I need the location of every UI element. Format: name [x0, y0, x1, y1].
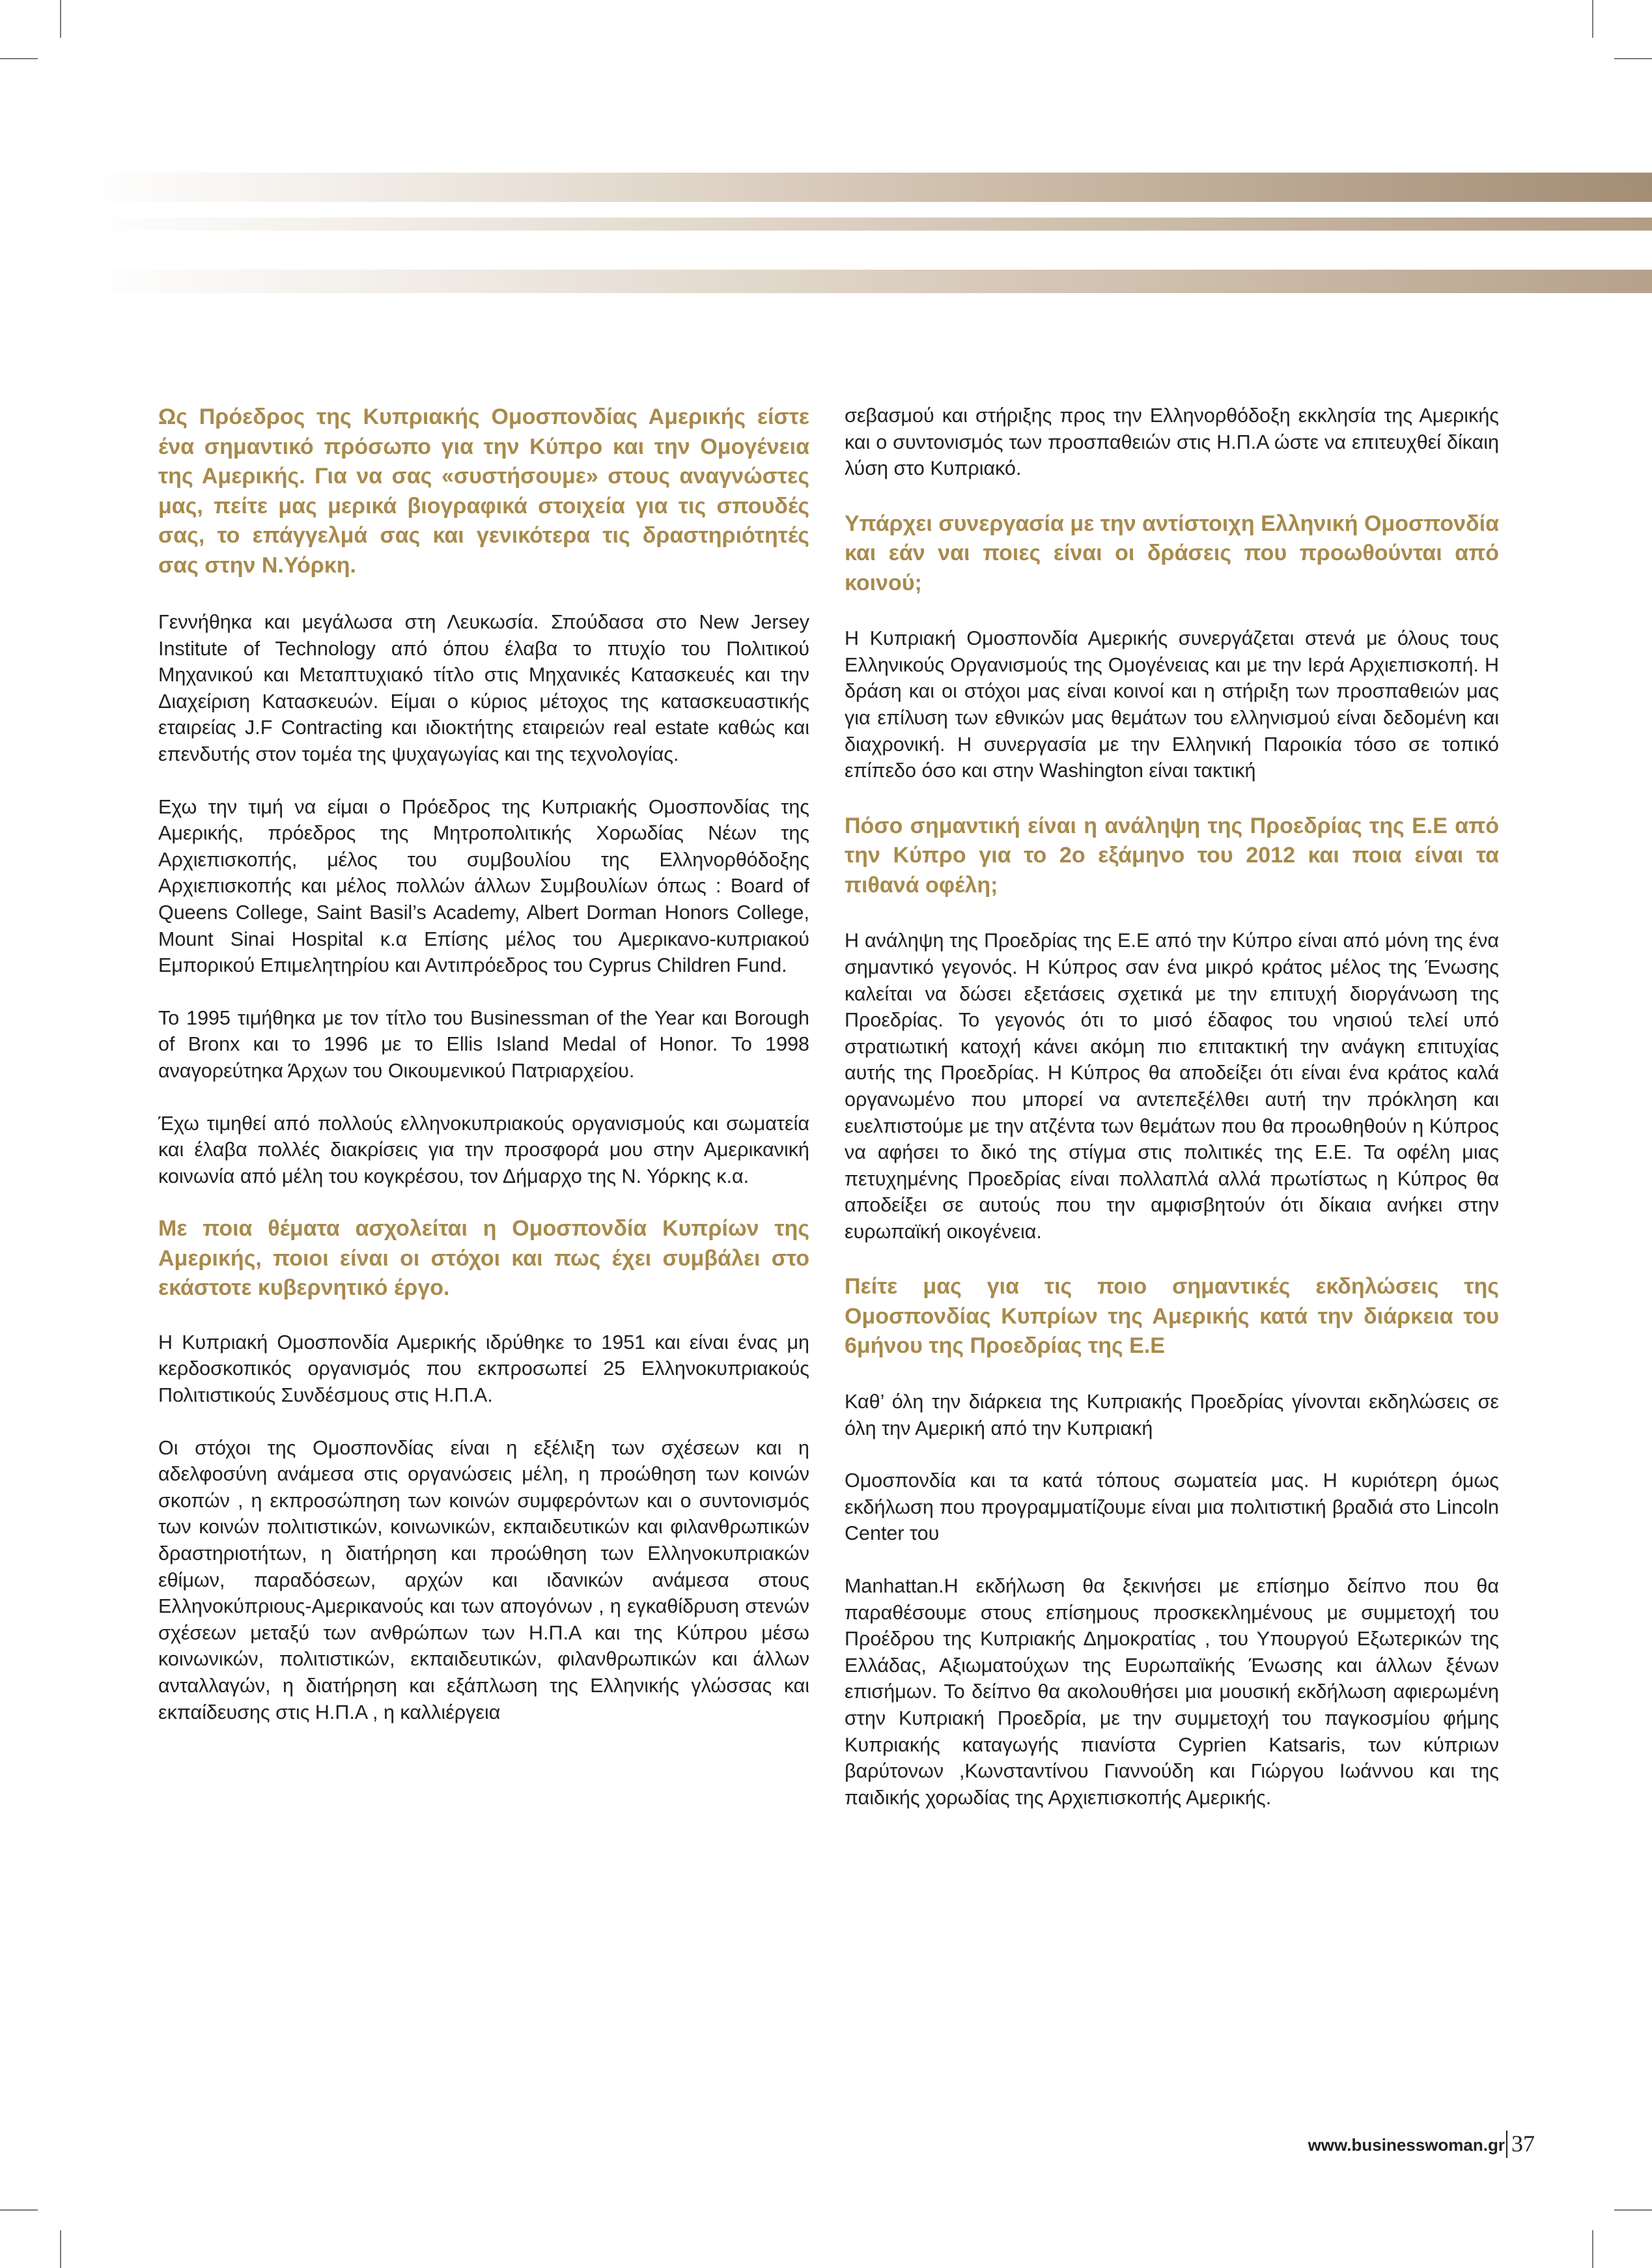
- page-number: 37: [1511, 2131, 1535, 2157]
- answer-paragraph: σεβασμού και στήριξης προς την Ελληνορθόδοξη εκκλησία της Αμερικής και ο συντονισμός των προσπαθειών στις Η.Π.Α ώστε να επιτευχθεί δίκαιη λύση στο Κυπριακό.: [845, 404, 1499, 480]
- crop-mark: [1592, 2230, 1593, 2268]
- answer-paragraph: Η Κυπριακή Ομοσπονδία Αμερικής ιδρύθηκε το 1951 και είναι ένας μη κερδοσκοπικός οργανισμός που εκπροσωπεί 25 Ελληνοκυπριακούς Πολιτιστικούς Συνδέσμους στις Η.Π.Α.: [158, 1331, 809, 1406]
- header-band: [85, 173, 1652, 202]
- crop-mark: [0, 58, 38, 59]
- answer-paragraph: Γεννήθηκα και μεγάλωσα στη Λευκωσία. Σπούδασα στο New Jersey Institute of Technology από όπου έλαβα το πτυχίο του Πολιτικού Μηχανικού και Μεταπτυχιακό τίτλο στις Μηχανικές Κατασκευές και την Διαχείριση Κατασκευών. Είμαι ο κύριος μέτοχος της κατασκευαστικής εταιρείας J.F Contracting και ιδιοκτήτης εταιρειών real estate καθώς και επενδυτής στον τομέα της ψυχαγωγίας και της τεχνολογίας.: [158, 611, 809, 765]
- answer-paragraph: Εχω την τιμή να είμαι ο Πρόεδρος της Κυπριακής Ομοσπονδίας της Αμερικής, πρόεδρος της Μητροπολιτικής Χορωδίας Νέων της Αρχιεπισκοπής, μέλος του συμβουλίου της Ελληνορθόδοξης Αρχιεπισκοπής και μέλος πολλών άλλων Συμβουλίων όπως : Board of Queens College, Saint Basil’s Academy, Albert Dorman Honors College, Mount Sinai Hospital κ.α Επίσης μέλος του Αμερικανο-κυπριακού Εμπορικού Επιμελητηρίου και Αντιπρόεδρος του Cyprus Children Fund.: [158, 795, 809, 977]
- left-column: [158, 403, 809, 1725]
- crop-mark: [1614, 58, 1652, 59]
- answer-paragraph: Η ανάληψη της Προεδρίας της Ε.Ε από την Κύπρο είναι από μόνη της ένα σημαντικό γεγονός. Η Κύπρος σαν ένα μικρό κράτος μέλος της Ένωσης καλείται να δώσει εξετάσεις σχετικά με την επιτυχή διοργάνωση της Προεδρίας. Το γεγονός ότι το μισό έδαφος του νησιού τελεί υπό στρατιωτική κατοχή κάνει ακόμη πιο επιτακτική την ανάγκη επιτυχίας αυτής της Προεδρίας. Η Κύπρος θα αποδείξει ότι είναι ένα κράτος καλά οργανωμένο που μπορεί να αντεπεξέλθει αυτή την πρόκληση και ευελπιστούμε με την ατζέντα των θεμάτων που θα προωθηθούν η Κύπρος να αφήσει το δικό της στίγμα στις πολιτικές της Ε.Ε. Τα οφέλη μιας πετυχημένης Προεδρίας είναι πολλαπλά αλλά πρωτίστως η Κύπρος θα αποδείξει σε αυτούς που την αμφισβητούν ότι δίκαια ανήκει στην ευρωπαϊκή οικογένεια.: [845, 929, 1499, 1243]
- right-column: [845, 403, 1499, 1811]
- header-band: [85, 218, 1652, 231]
- answer-paragraph: Το 1995 τιμήθηκα με τον τίτλο του Businessman of the Year και Borough of Bronx και το 1996 με το Ellis Island Medal of Honor. Το 1998 αναγορεύτηκα Άρχων του Οικουμενικού Πατριαρχείου.: [158, 1006, 809, 1082]
- header-band: [85, 270, 1652, 293]
- footer-divider: [1506, 2131, 1507, 2158]
- answer-paragraph: Οι στόχοι της Ομοσπονδίας είναι η εξέλιξη των σχέσεων και η αδελφοσύνη ανάμεσα στις οργανώσεις μέλη, η προώθηση των κοινών σκοπών , η εκπροσώπηση των κοινών συμφερόντων και ο συντονισμός των κοινών πολιτιστικών, κοινωνικών, εκπαιδευτικών και φιλανθρωπικών δραστηριοτήτων, η διατήρηση και προώθηση των Ελληνοκυπριακών εθίμων, παραδόσεων, αρχών και ιδανικών ανάμεσα στους Ελληνοκύπριους-Αμερικανούς και των απογόνων , η εγκαθίδρυση στενών σχέσεων μεταξύ των ανθρώπων των Η.Π.Α και της Κύπρου μέσω κοινωνικών, πολιτιστικών, εκπαιδευτικών, φιλανθρωπικών και άλλων ανταλλαγών, η διατήρηση και εξάπλωση της Ελληνικής γλώσσας και εκπαίδευσης στις Η.Π.Α , η καλλιέργεια: [158, 1436, 809, 1723]
- crop-mark: [1592, 0, 1593, 38]
- answer-paragraph: Manhattan.Η εκδήλωση θα ξεκινήσει με επίσημο δείπνο που θα παραθέσουμε στους επίσημους προσκεκλημένους με συμμετοχή του Προέδρου της Κυπριακής Δημοκρατίας , του Υπουργού Εξωτερικών της Ελλάδας, Αξιωματούχων της Ευρωπαϊκής Ένωσης και άλλων ξένων επισήμων. Το δείπνο θα ακολουθήσει μια μουσική εκδήλωση αφιερωμένη στην Κυπριακή Προεδρία, με την συμμετοχή του παγκοσμίου φήμης Κυπριακής καταγωγής πιανίστα Cyprien Katsaris, των κύπριων βαρύτονων ,Κωνσταντίνου Γιαννούδη και Γιώργου Ιωάννου και της παιδικής χορωδίας της Αρχιεπισκοπής Αμερικής.: [845, 1574, 1499, 1809]
- interview-question: Πείτε μας για τις ποιο σημαντικές εκδηλώσεις της Ομοσπονδίας Κυπρίων της Αμερικής κατά την διάρκεια του 6μήνου της Προεδρίας της Ε.Ε: [845, 1274, 1499, 1359]
- interview-question: Υπάρχει συνεργασία με την αντίστοιχη Ελληνική Ομοσπονδία και εάν ναι ποιες είναι οι δράσεις που προωθούνται από κοινού;: [845, 511, 1499, 595]
- interview-question: Με ποια θέματα ασχολείται η Ομοσπονδία Κυπρίων της Αμερικής, ποιοι είναι οι στόχοι και πως έχει συμβάλει στο εκάστοτε κυβερνητικό έργο.: [158, 1216, 809, 1301]
- crop-mark: [60, 0, 61, 38]
- answer-paragraph: Ομοσπονδία και τα κατά τόπους σωματεία μας. Η κυριότερη όμως εκδήλωση που προγραμματίζουμε είναι μια πολιτιστική βραδιά στο Lincoln Center του: [845, 1469, 1499, 1545]
- answer-paragraph: Η Κυπριακή Ομοσπονδία Αμερικής συνεργάζεται στενά με όλους τους Ελληνικούς Οργανισμούς της Ομογένειας και με την Ιερά Αρχιεπισκοπή. Η δράση και οι στόχοι μας είναι κοινοί και η στήριξη των προσπαθειών μας για επίλυση των εθνικών μας θεμάτων του ελληνισμού είναι δεδομένη και διαχρονική. Η συνεργασία με την Ελληνική Παροικία τόσο σε τοπικό επίπεδο όσο και στην Washington είναι τακτική: [845, 627, 1499, 782]
- crop-mark: [60, 2230, 61, 2268]
- interview-question: Ως Πρόεδρος της Κυπριακής Ομοσπονδίας Αμερικής είστε ένα σημαντικό πρόσωπο για την Κύπρο και την Ομογένεια της Αμερικής. Για να σας «συστήσουμε» στους αναγνώστες μας, πείτε μας μερικά βιογραφικά στοιχεία για τις σπουδές σας, το επάγγελμά σας και γενικότερα τις δραστηριότητές σας στην Ν.Υόρκη.: [158, 404, 809, 578]
- answer-paragraph: Έχω τιμηθεί από πολλούς ελληνοκυπριακούς οργανισμούς και σωματεία και έλαβα πολλές διακρίσεις για την προσφορά μου στην Αμερικανική κοινωνία από μέλη του κογκρέσου, τον Δήμαρχο της Ν. Υόρκης κ.α.: [158, 1112, 809, 1187]
- crop-mark: [0, 2209, 38, 2211]
- answer-paragraph: Καθ’ όλη την διάρκεια της Κυπριακής Προεδρίας γίνονται εκδηλώσεις σε όλη την Αμερική από την Κυπριακή: [845, 1390, 1499, 1439]
- interview-question: Πόσο σημαντική είναι η ανάληψη της Προεδρίας της Ε.Ε από την Κύπρο για το 2ο εξάμηνο του 2012 και ποια είναι τα πιθανά οφέλη;: [845, 813, 1499, 898]
- footer-website[interactable]: www.businesswoman.gr: [1308, 2135, 1505, 2155]
- crop-mark: [1614, 2209, 1652, 2211]
